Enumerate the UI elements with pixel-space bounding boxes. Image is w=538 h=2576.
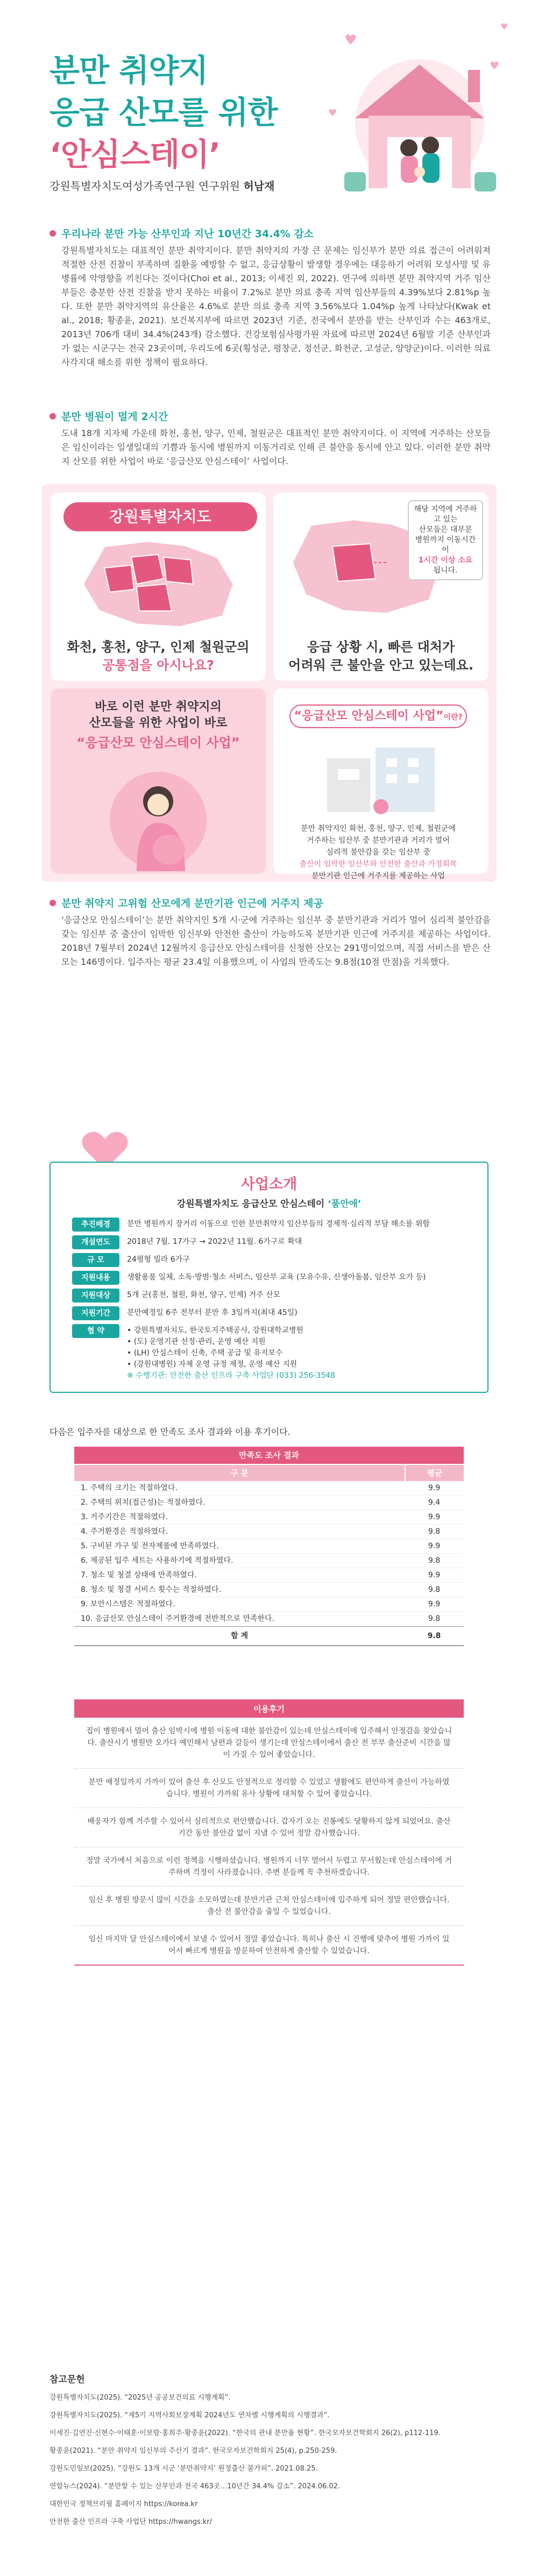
row-label: 9. 보안시스템은 적절하였다. <box>81 1600 175 1609</box>
partner-item: • (도) 운영기관 선정·관리, 운영 예산 지원 <box>127 1337 266 1346</box>
review-item: 분만 예정일까지 가까이 있어 출산 후 산모도 안정적으로 정리할 수 있었고 생활에도 편안하게 출산이 가능하였습니다. 병원이 가까워 유사 상황에 대처할 수 있어 좋았습니다. <box>74 1769 464 1808</box>
review-item: 정말 국가에서 처음으로 이런 정책을 시행하셨습니다. 병원까지 너무 멀어서 두렵고 무서웠는데 안심스테이에 거주하며 걱정이 사라졌습니다. 주변 분들께 꼭 추천하겠습니다. <box>74 1847 464 1887</box>
project-row-key: 규 모 <box>72 1253 119 1267</box>
project-row-value: 5개 군(홍천, 철원, 화천, 양구, 인제) 거주 산모 <box>127 1291 281 1299</box>
stay-heading-suffix: 이란? <box>443 713 463 722</box>
partner-item: • 강원특별자치도, 한국토지주택공사, 강원대학교병원 <box>127 1326 304 1335</box>
section-heading <box>49 895 491 910</box>
row-label: 7. 청소 및 청결 상태에 만족하였다. <box>81 1571 197 1579</box>
review-item: 임신 후 병원 방문시 많이 시간을 소모하였는데 분만기관 근처 안심스테이에 입주하게 되어 정말 편안했습니다. 출산 전 불안감을 줄일 수 있었습니다. <box>74 1887 464 1926</box>
row-label: 5. 구비된 가구 및 전자제품에 만족하였다. <box>81 1542 219 1550</box>
review-item: 임신 마지막 달 안심스테이에서 보낼 수 있어서 정말 좋았습니다. 특히나 출산 시 진행에 맞추어 병원 가까이 있어서 빠르게 병원을 방문하여 안전하게 출산할 수 있었습니다. <box>88 1935 450 1955</box>
section-body: 강원특별자치도는 대표적인 분만 취약지이다. 분만 취약지의 가장 큰 문제는 임신부가 분만 의료 접근이 어려워져 적절한 산전 진찰이 부족하며 질환을 예방할 수 없고, 응급상황이 발생할 경우에는 대응하기 어려워 모성사망 및 유병률에 악영향을 끼친다는 것이다(Choi et al., 2013; 이세진 외, 2022). 연구에 의하면 분만 취약지역 거주 임산부들은 충분한 산전 진찰을 받지 못하는 비율이 7.2%로 분만 의료 충족 지역 임산부들의 4.39%보다 2.81%p 높다. 또한 분만 취약지역의 유산율은 4.6%로 분만 의료 충족 지역 3.56%보다 1.04%p 높게 나타났다(Kwak et al., 2018; 황종윤, 2021). 보건복지부에 따르면 2023년 기준, 전국에서 분만을 받는 산부인과 수는 463개로, 2013년 706개 대비 34.4%(243개) 감소했다. 건강보험심사평가원 자료에 따르면 2024년 6월말 기준 산부인과가 없는 시군구는 전국 23곳이며, 우리도에 6곳(횡성군, 평창군, 정선군, 화천군, 고성군, 양양군)이다. 이러한 의료 사각지대 해소를 위한 정책이 필요하다. <box>61 245 491 367</box>
bubble-line: 병원까지 이동시간이 <box>415 536 476 554</box>
project-row-value: 2018년 7월. 17가구 → 2022년 11월. 6가구로 확대 <box>127 1237 302 1246</box>
bullet-icon <box>49 900 56 906</box>
project-row-key: 개설연도 <box>72 1235 119 1249</box>
project-row-key: 지원기간 <box>72 1306 119 1320</box>
stay-line: 출산이 임박한 임산부와 안전한 출산과 가정회복 <box>299 860 457 869</box>
row-label: 6. 제공된 입주 세트는 사용하기에 적절하였다. <box>81 1556 233 1565</box>
project-title: 사업소개 <box>240 1176 298 1193</box>
table-header-category: 구 분 <box>230 1468 249 1478</box>
total-score: 9.8 <box>427 1632 441 1640</box>
pregnant-woman-illustration <box>99 769 217 871</box>
satisfaction-table <box>74 1447 464 1646</box>
stay-heading-text: “응급산모 안심스테이 사업” <box>294 709 444 723</box>
table-row <box>74 1525 464 1539</box>
section-heading-text: 분만 병원이 멀게 2시간 <box>61 411 168 423</box>
project-row-value: 분만예정일 6주 전부터 분만 후 3일까지(최대 45일) <box>127 1308 298 1317</box>
map-title: 강원특별자치도 <box>63 502 257 531</box>
project-row <box>72 1253 470 1267</box>
row-label: 8. 청소 및 청결 서비스 횟수는 적절하였다. <box>81 1585 221 1594</box>
partner-item: • (LH) 안심스테이 신축, 주택 공급 및 유지보수 <box>127 1349 283 1357</box>
row-score: 9.8 <box>428 1556 441 1565</box>
intro-line: 산모들을 위한 사업이 바로 <box>89 716 228 730</box>
table-row <box>74 1481 464 1496</box>
bubble-line: 1시간 이상 소요 <box>418 556 473 565</box>
map-caption <box>273 638 489 674</box>
row-label: 4. 주거환경은 적절하였다. <box>81 1527 168 1536</box>
stay-description <box>289 823 467 882</box>
row-score: 9.9 <box>428 1600 441 1609</box>
project-row <box>72 1306 470 1320</box>
section-heading-text: 우리나라 분만 가능 산부인과 지난 10년간 34.4% 감소 <box>61 228 314 240</box>
section-heading-text: 분만 취약지 고위험 산모에게 분만기관 인근에 거주지 제공 <box>61 898 323 909</box>
section-housing <box>49 895 491 969</box>
partner-text: 강원특별자치도, 한국토지주택공사, 강원대학교병원 <box>133 1326 304 1335</box>
row-score: 9.9 <box>428 1542 441 1550</box>
travel-time-bubble <box>408 500 483 580</box>
bullet-icon <box>49 413 56 419</box>
row-label: 3. 거주기간은 적절하였다. <box>81 1513 168 1521</box>
project-rows <box>72 1218 470 1385</box>
title-line-2: 응급 산모를 위한 <box>49 94 278 131</box>
section-heading <box>49 226 491 240</box>
caption-line: 응급 상황 시, 빠른 대처가 <box>307 639 455 654</box>
project-row <box>72 1271 470 1285</box>
row-label: 10. 응급산모 안심스테이 주거환경에 전반적으로 만족한다. <box>81 1614 275 1623</box>
partner-item: • (강원대병원) 자체 운영 규정 제정, 운영 예산 지원 <box>127 1360 298 1369</box>
project-row <box>72 1235 470 1249</box>
heart-icon: ♥ <box>490 59 499 72</box>
stay-line: 분만 취약지인 화천, 홍천, 양구, 인제, 철원군에 <box>301 824 456 833</box>
heart-icon: ♥ <box>344 32 357 48</box>
project-row-value: 24평형 빌라 6가구 <box>127 1255 190 1264</box>
review-item: 배웅자가 함께 거주할 수 있어서 심리적으로 편안했습니다. 갑자기 오는 진통에도 당황하지 않게 되었어요. 출산 기간 동안 불안감 없이 지낼 수 있어 정말 감사했습니다. <box>74 1808 464 1847</box>
reference-item: 대한민국 정책브리핑 홈페이지 https://korea.kr <box>49 2500 198 2508</box>
title-line-3: ‘안심스테이’ <box>49 136 221 173</box>
partner-text: (강원대병원) 자체 운영 규정 제정, 운영 예산 지원 <box>133 1360 298 1369</box>
gangwon-map <box>72 536 244 632</box>
heart-icon: ♥ <box>328 108 337 119</box>
reference-item: 강원도민일보(2025). “강원도 13개 시군 ‘분만취약지’ 원정출산 불가피”. 2021.08.25. <box>49 2465 318 2473</box>
bubble-line: 됩니다. <box>433 566 458 575</box>
bubble-line: 해당 지역에 거주하고 있는 <box>414 505 477 524</box>
reference-item: 강원특별자치도(2025). “제5기 지역사회보장계획 2024년도 연차별 시행계획의 시행결과”. <box>49 2411 330 2420</box>
references <box>49 2372 489 2535</box>
project-partners <box>127 1324 335 1382</box>
partner-text: (도) 운영기관 선정·관리, 운영 예산 지원 <box>133 1337 266 1346</box>
intro-text <box>51 699 266 751</box>
row-score: 9.8 <box>428 1614 441 1623</box>
table-row <box>74 1510 464 1525</box>
section-body: ‘응급산모 안심스테이’는 분만 취약지인 5개 시·군에 거주하는 임신부 중 분만기관과 거리가 멀어 심리적 불안감을 갖는 임신부 중 출산이 임박한 임신부와 안전한 출산이 가능하도록 분만기관 인근에 거주지를 제공하는 사업이다. 2018년 7월부터 2024년 12월까지 응급산모 안심스테이를 신청한 산모는 291명이었으며, 직접 서비스를 받은 산모는 146명이다. 입주자는 평균 23.4일 이용했으며, 이 사업의 만족도는 9.8점(10점 만점)을 기록했다. <box>61 915 491 967</box>
table-row <box>74 1612 464 1626</box>
project-row-value: 분만 병원까지 장거리 이동으로 인한 분만취약지 임산부들의 경제적·심리적 부담 해소를 위함 <box>127 1220 430 1228</box>
project-note: ※ 수행기관: 안전한 출산 인프라 구축 사업단 (033) 256-3548 <box>127 1371 336 1380</box>
page-title <box>49 49 329 175</box>
table-row <box>74 1496 464 1510</box>
partner-text: (LH) 안심스테이 신축, 주택 공급 및 유지보수 <box>133 1349 283 1357</box>
project-row <box>72 1218 470 1232</box>
table-row <box>74 1554 464 1568</box>
caption-line: 어려워 큰 불안을 안고 있는데요. <box>288 658 473 673</box>
project-row <box>72 1289 470 1303</box>
total-label: 합 계 <box>231 1632 248 1640</box>
review-item: 집이 병원에서 멀어 출산 임박시에 병원 이동에 대한 불안감이 있는데 안심스테이에 입주해서 안정감을 찾았습니다. 출산시기 병원만 오가다 예민해서 남편과 갈등이 생기는데 안심스테이에서 출산 전 부부 출산준비 시간을 많이 가질 수 있어 좋았습니다. <box>74 1718 464 1769</box>
table-header-average: 평균 <box>405 1465 464 1481</box>
project-row-key: 협 약 <box>72 1324 119 1338</box>
row-label: 2. 주택의 위치(접근성)는 적절하였다. <box>81 1498 206 1507</box>
stay-line: 분만기관 인근에 거주지를 제공하는 사업 <box>312 872 445 880</box>
map-caption <box>51 638 266 674</box>
project-overview-box <box>49 1162 489 1393</box>
project-row-key: 지원내용 <box>72 1271 119 1285</box>
project-brand-name: ‘품안애’ <box>328 1199 362 1209</box>
row-label: 1. 주택의 크기는 적절하였다. <box>81 1484 178 1492</box>
intro-line: “응급산모 안심스테이 사업” <box>76 735 240 750</box>
table-total-row <box>74 1626 464 1646</box>
stay-line: 거주하는 임산부 중 분만기관과 거리가 멀어 <box>307 836 450 845</box>
section-distance <box>49 409 491 468</box>
project-subtitle-text: 강원특별자치도 응급산모 안심스테이 <box>176 1199 328 1209</box>
stay-heading <box>289 705 467 728</box>
infographic <box>42 484 497 882</box>
project-row-key: 지원대상 <box>72 1289 119 1303</box>
map-bubble-panel <box>273 493 489 681</box>
intro-panel <box>51 688 266 874</box>
table-row <box>74 1597 464 1612</box>
section-obstetrics-decline <box>49 226 491 369</box>
heart-icon: ♥ <box>500 22 508 32</box>
project-row-value: 생활용품 일체, 소독·방범·청소 서비스, 임산부 교육 (모유수유, 신생아돌봄, 임산부 요가 등) <box>127 1273 426 1282</box>
references-heading: 참고문헌 <box>49 2374 85 2385</box>
row-score: 9.9 <box>428 1513 441 1521</box>
reference-item: 이세진·김연진·신현수·이태훈·이보람·홍희주·황종윤(2022). “한국의 관내 분만율 현황”. 한국모자보건학회지 26(2), p112-119. <box>49 2429 441 2437</box>
author-affiliation: 강원특별자치도여성가족연구원 연구위원 <box>49 180 244 193</box>
row-score: 9.9 <box>428 1571 441 1579</box>
project-row-key: 추진배경 <box>72 1218 119 1232</box>
hero-header <box>0 0 538 220</box>
stay-panel <box>273 688 489 880</box>
section-heading <box>49 409 491 423</box>
house-family-illustration <box>323 38 516 199</box>
table-caption: 만족도 조사 결과 <box>74 1447 464 1464</box>
intro-line: 바로 이런 분만 취약지의 <box>95 700 222 714</box>
row-score: 9.8 <box>428 1527 441 1536</box>
reference-item: 연합뉴스(2024). “분만할 수 있는 산부인과 전국 463곳…10년간 34.4% 감소”. 2024.06.02. <box>49 2482 341 2490</box>
survey-intro: 다음은 입주자를 대상으로 한 만족도 조사 결과와 이용 후기이다. <box>49 1427 291 1437</box>
author-line <box>49 177 274 193</box>
row-score: 9.9 <box>428 1484 441 1492</box>
reviews-box <box>74 1699 464 1966</box>
caption-line: 공통점을 아시나요? <box>102 658 214 673</box>
row-score: 9.8 <box>428 1585 441 1594</box>
author-name: 허남재 <box>243 180 275 193</box>
table-row <box>74 1539 464 1554</box>
title-line-1: 분만 취약지 <box>49 52 208 89</box>
building-illustration <box>316 737 445 817</box>
project-row-partners <box>72 1324 470 1382</box>
table-header <box>74 1465 464 1481</box>
bullet-icon <box>49 230 56 237</box>
stay-line: 심리적 불안감을 갖는 임산부 중 <box>326 848 430 857</box>
table-row <box>74 1583 464 1597</box>
table-row <box>74 1568 464 1583</box>
reviews-caption: 이용후기 <box>74 1700 464 1718</box>
reference-item: 안전한 출산 인프라 구축 사업단 https://hwangs.kr/ <box>49 2518 213 2526</box>
project-subtitle <box>51 1196 487 1209</box>
row-score: 9.4 <box>428 1498 441 1507</box>
map-panel <box>51 493 266 681</box>
section-body: 도내 18개 지자체 가운데 화천, 홍천, 양구, 인제, 철원군은 대표적인 분만 취약지이다. 이 지역에 거주하는 산모들은 임신이라는 일생일대의 기쁨과 동시에 병원까지 이동거리로 인해 큰 불안을 동시에 안고 있다. 이러한 분만 취약지 산모를 위한 사업이 바로 ‘응급산모 안심스테이’ 사업이다. <box>61 428 491 466</box>
reference-item: 황종윤(2021). “분만 취약지 임신부의 주산기 결과”. 한국모자보건학회지 25(4), p.250-259. <box>49 2447 337 2455</box>
caption-line: 화천, 홍천, 양구, 인제 철원군의 <box>67 639 250 654</box>
reference-item: 강원특별자치도(2025). “2025년 공공보건의료 시행계획”. <box>49 2394 231 2402</box>
bubble-line: 산모들은 대부분 <box>419 525 472 534</box>
